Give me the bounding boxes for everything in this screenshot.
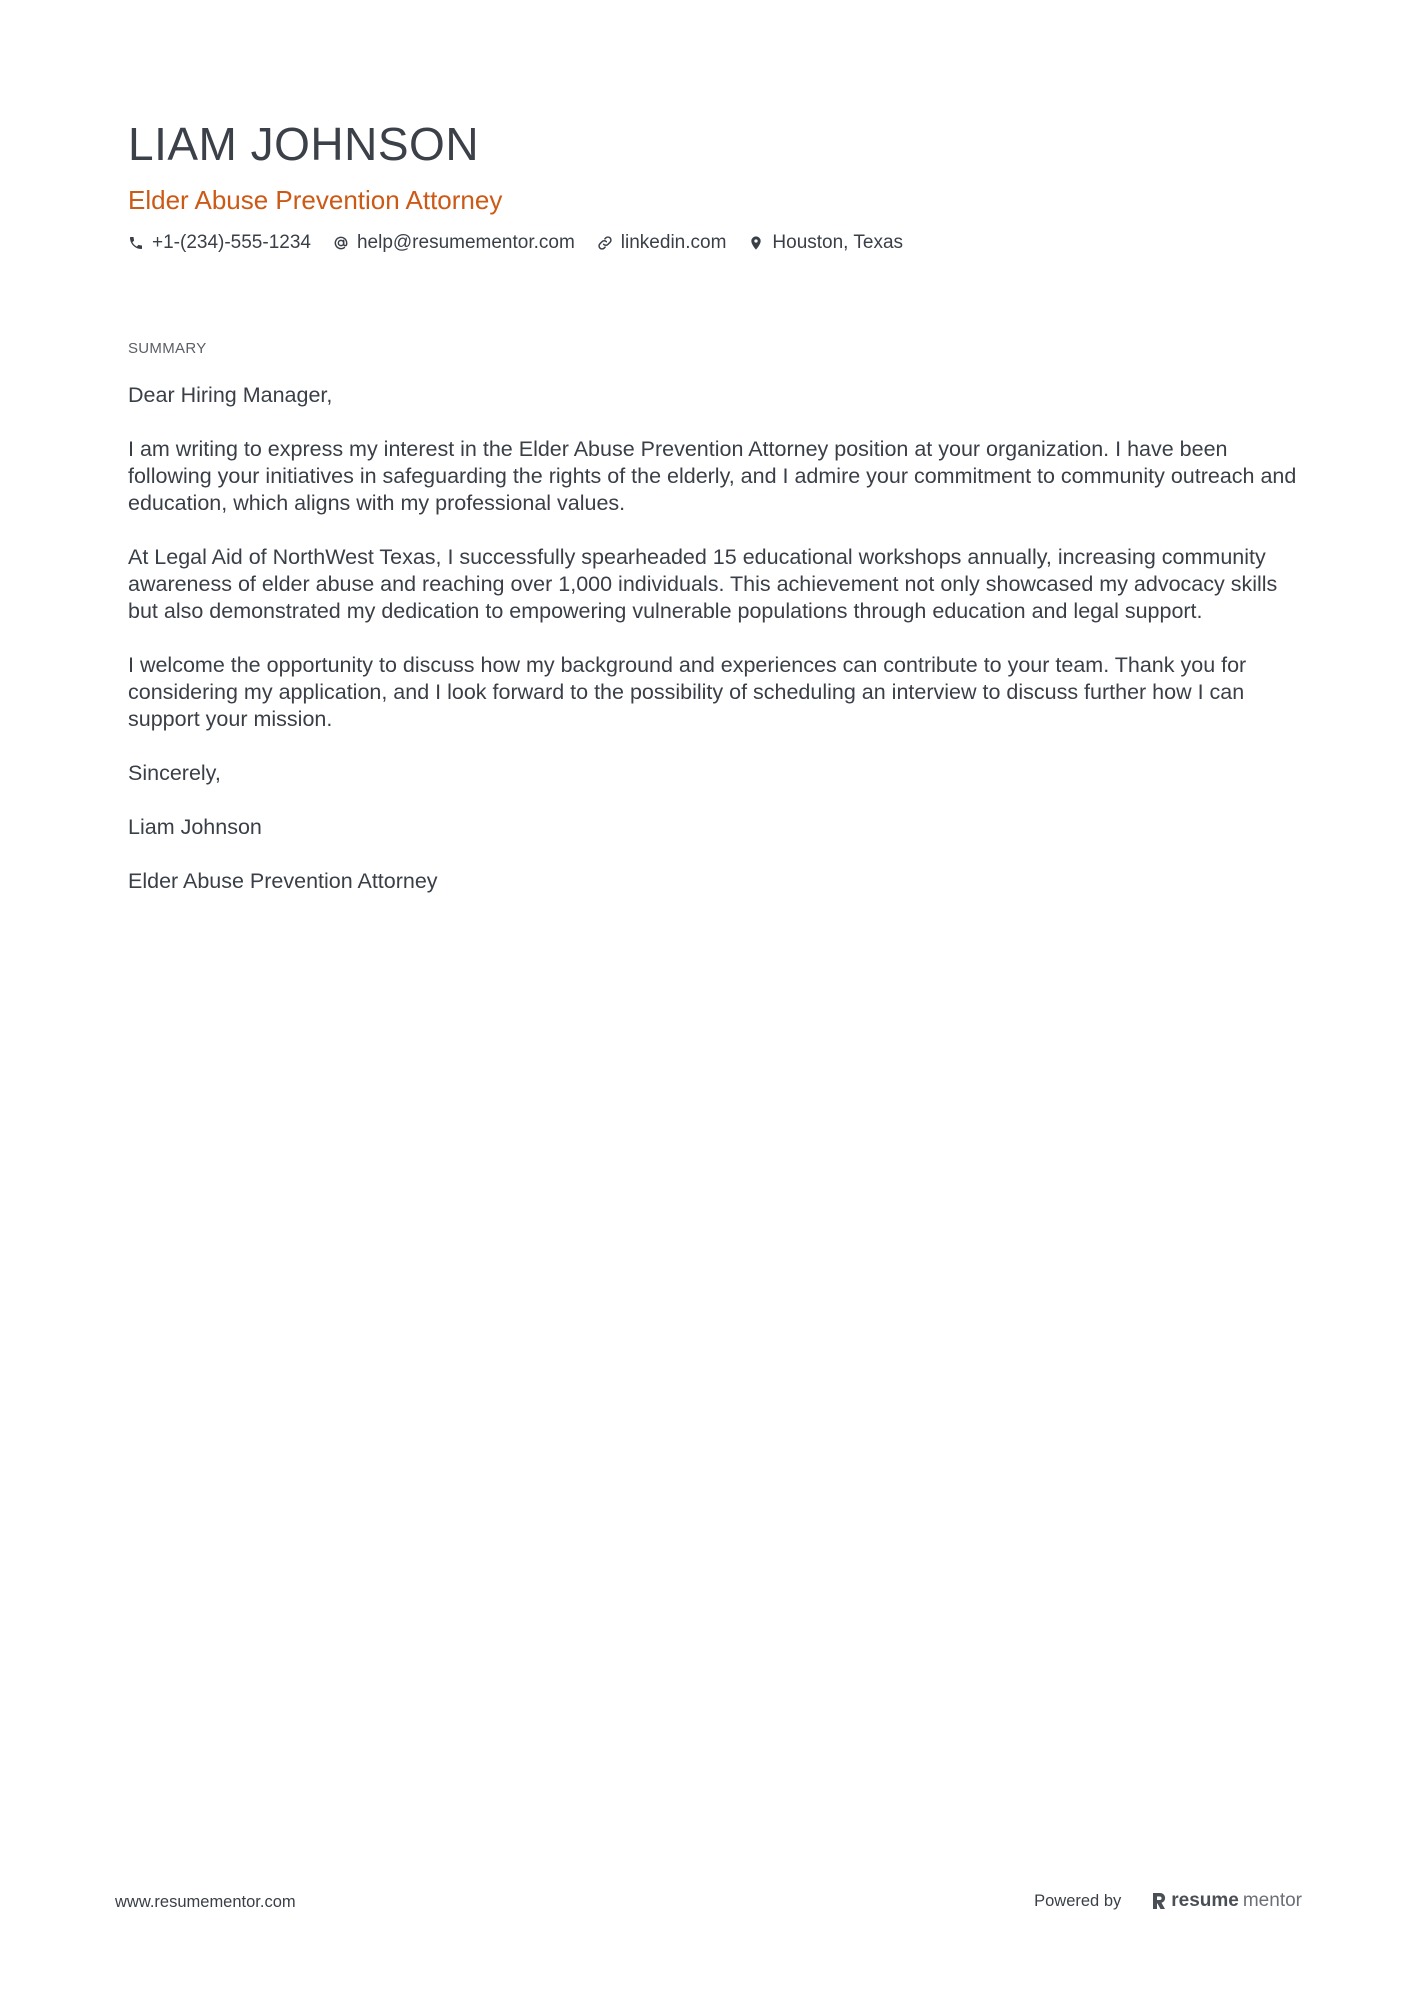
- candidate-name: LIAM JOHNSON: [128, 118, 480, 170]
- footer-powered-by: [1034, 1890, 1302, 1912]
- letter-body: [128, 382, 1298, 922]
- closing: Sincerely,: [128, 761, 221, 785]
- section-label-summary: SUMMARY: [128, 340, 207, 357]
- signature-name: Liam Johnson: [128, 815, 262, 839]
- linkedin-text[interactable]: linkedin.com: [620, 232, 727, 253]
- footer-website[interactable]: www.resumementor.com: [115, 1893, 296, 1911]
- salutation: Dear Hiring Manager,: [128, 383, 333, 407]
- contact-phone: [128, 230, 311, 256]
- resumementor-logo-icon: [1151, 1891, 1167, 1911]
- header: [128, 116, 1278, 256]
- paragraph-3: I welcome the opportunity to discuss how my background and experiences can contribute to your team. Thank you for considering my application, and I look forward to the possibility of scheduling an interview to discuss further how I can support your mission.: [128, 653, 1247, 731]
- location-pin-icon: [748, 235, 764, 251]
- phone-icon: [128, 235, 144, 251]
- at-icon: [333, 235, 349, 251]
- location-text: Houston, Texas: [772, 232, 904, 253]
- brand-name-part-2: mentor: [1242, 1890, 1302, 1911]
- signature-title: Elder Abuse Prevention Attorney: [128, 869, 438, 893]
- link-icon: [597, 235, 613, 251]
- powered-by-text: Powered by: [1034, 1891, 1122, 1910]
- paragraph-2: At Legal Aid of NorthWest Texas, I successfully spearheaded 15 educational workshops annually, increasing community awareness of elder abuse and reaching over 1,000 individuals. This achievement not only showcased my advocacy skills but also demonstrated my dedication to empowering vulnerable populations through education and legal support.: [128, 545, 1278, 623]
- brand-name-part-1: resume: [1171, 1890, 1239, 1911]
- contact-email[interactable]: [333, 230, 575, 256]
- contact-row: [128, 230, 1278, 256]
- contact-location: [748, 230, 903, 256]
- candidate-role: Elder Abuse Prevention Attorney: [128, 185, 503, 215]
- email-text[interactable]: help@resumementor.com: [356, 232, 575, 253]
- paragraph-1: I am writing to express my interest in the Elder Abuse Prevention Attorney position at your organization. I have been following your initiatives in safeguarding the rights of the elderly, and I admire your commitment to community outreach and education, which aligns with my professional values.: [128, 437, 1297, 515]
- phone-text: +1-(234)-555-1234: [152, 232, 311, 253]
- brand-logo[interactable]: [1151, 1890, 1302, 1912]
- contact-linkedin[interactable]: [597, 230, 727, 256]
